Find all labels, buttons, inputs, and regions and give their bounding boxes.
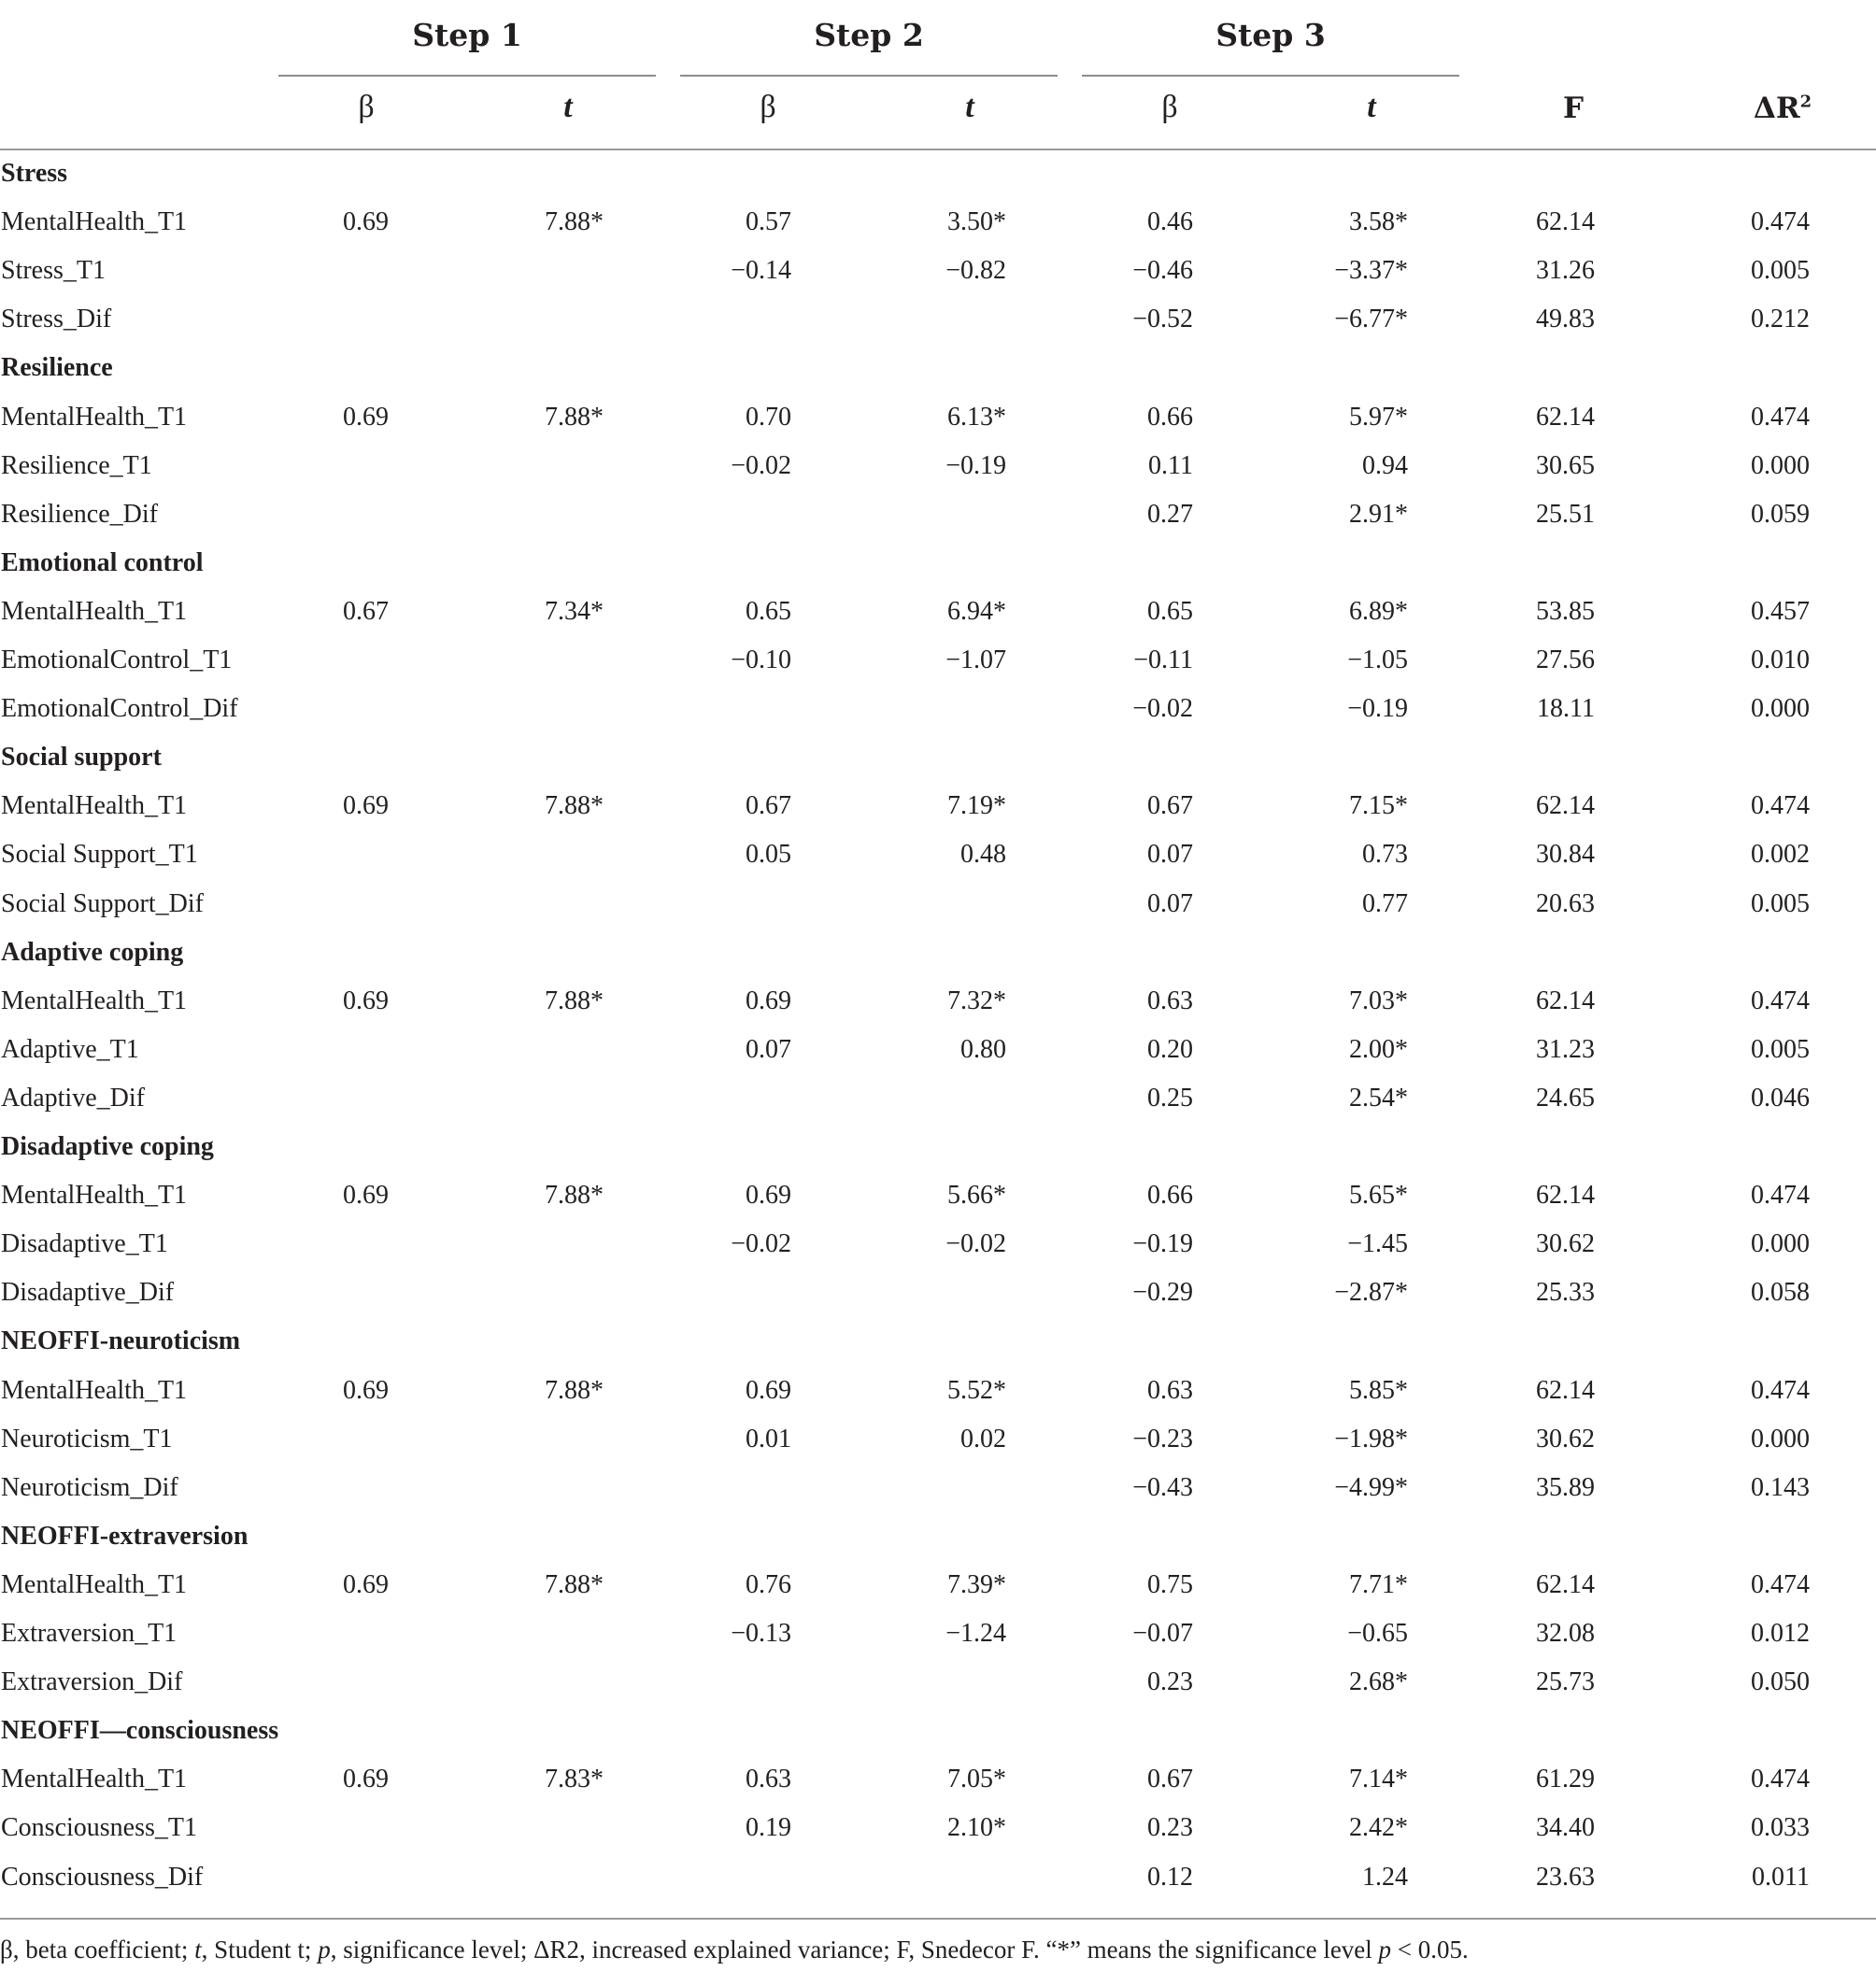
section-header-row	[0, 149, 1876, 198]
cell-t3: 3.58*	[1349, 207, 1408, 237]
cell-t3: 2.42*	[1349, 1813, 1408, 1843]
cell-dr2: 0.012	[1751, 1619, 1810, 1648]
cell-t2: −0.02	[945, 1229, 1006, 1259]
cell-b1: 0.69	[343, 791, 389, 821]
variable-label: Resilience_Dif	[1, 499, 158, 529]
table-row	[0, 393, 1876, 442]
cell-dr2: 0.058	[1751, 1278, 1810, 1308]
cell-dr2: 0.212	[1751, 305, 1810, 334]
cell-b3: 0.63	[1147, 986, 1193, 1015]
table-row	[0, 1269, 1876, 1317]
cell-f: 49.83	[1536, 305, 1595, 334]
cell-t3: −1.05	[1347, 645, 1408, 674]
cell-f: 18.11	[1537, 694, 1595, 724]
variable-label: MentalHealth_T1	[1, 596, 188, 626]
cell-dr2: 0.050	[1751, 1667, 1810, 1697]
cell-t3: 7.15*	[1349, 791, 1408, 821]
variable-label: MentalHealth_T1	[1, 1181, 188, 1211]
header-t-1: t	[563, 90, 573, 124]
cell-f: 34.40	[1536, 1813, 1595, 1843]
cell-f: 62.14	[1536, 791, 1595, 821]
cell-b1: 0.69	[343, 1569, 389, 1599]
variable-label: Adaptive_T1	[1, 1034, 139, 1064]
table-bottom-rule	[0, 1918, 1876, 1920]
cell-b2: 0.69	[746, 986, 791, 1015]
cell-dr2: 0.002	[1751, 840, 1810, 870]
cell-t1: 7.88*	[545, 402, 604, 432]
cell-f: 30.62	[1536, 1424, 1595, 1453]
cell-f: 53.85	[1536, 596, 1595, 626]
cell-t1: 7.88*	[545, 207, 604, 237]
table-row	[0, 1171, 1876, 1220]
footnote-t-symbol: t	[194, 1936, 202, 1964]
cell-b3: 0.63	[1147, 1375, 1193, 1405]
cell-dr2: 0.474	[1751, 1765, 1810, 1794]
cell-b3: 0.67	[1147, 1765, 1193, 1794]
cell-dr2: 0.000	[1751, 694, 1810, 724]
cell-t2: 0.02	[960, 1424, 1006, 1453]
cell-t2: 0.80	[960, 1034, 1006, 1064]
cell-f: 30.84	[1536, 840, 1595, 870]
cell-t2: 6.13*	[947, 402, 1006, 432]
variable-label: Consciousness_T1	[1, 1813, 197, 1843]
table-row	[0, 588, 1876, 636]
cell-t2: 2.10*	[947, 1813, 1006, 1843]
cell-b3: 0.23	[1147, 1813, 1193, 1843]
cell-t1: 7.88*	[545, 1569, 604, 1599]
header-t-3: t	[1367, 90, 1376, 124]
variable-label: EmotionalControl_Dif	[1, 694, 238, 724]
section-header-row	[0, 539, 1876, 588]
cell-dr2: 0.000	[1751, 1229, 1810, 1259]
cell-b1: 0.69	[343, 1375, 389, 1405]
table-row	[0, 247, 1876, 295]
cell-b2: −0.13	[731, 1619, 791, 1648]
table-row	[0, 442, 1876, 490]
cell-b2: 0.69	[746, 1375, 791, 1405]
cell-b3: −0.11	[1133, 645, 1193, 674]
section-header-row	[0, 1512, 1876, 1561]
cell-dr2: 0.059	[1751, 499, 1810, 529]
section-label: Resilience	[1, 353, 113, 383]
section-header-row	[0, 344, 1876, 392]
section-header-row	[0, 929, 1876, 977]
cell-dr2: 0.474	[1751, 402, 1810, 432]
variable-label: MentalHealth_T1	[1, 207, 188, 237]
cell-t3: 0.73	[1362, 840, 1408, 870]
cell-f: 61.29	[1536, 1765, 1595, 1794]
cell-t1: 7.34*	[545, 596, 604, 626]
cell-t2: −1.07	[945, 645, 1006, 674]
cell-t2: 7.32*	[947, 986, 1006, 1015]
cell-b2: −0.14	[731, 256, 791, 286]
cell-dr2: 0.474	[1751, 791, 1810, 821]
cell-b3: −0.19	[1132, 1229, 1193, 1259]
cell-b2: −0.02	[731, 450, 791, 480]
section-label: Stress	[1, 159, 68, 188]
cell-b3: 0.07	[1147, 840, 1193, 870]
cell-b2: 0.69	[746, 1181, 791, 1211]
variable-label: Extraversion_T1	[1, 1619, 178, 1648]
variable-label: Stress_T1	[1, 256, 106, 286]
table-row	[0, 1415, 1876, 1464]
cell-dr2: 0.005	[1751, 256, 1810, 286]
footnote-rest: , significance level; ΔR2, increased explained variance; F, Snedecor F. “*” means the significance level	[330, 1936, 1379, 1964]
cell-f: 31.26	[1536, 256, 1595, 286]
cell-t2: 5.52*	[947, 1375, 1006, 1405]
cell-t2: 7.19*	[947, 791, 1006, 821]
variable-label: MentalHealth_T1	[1, 986, 188, 1015]
cell-t3: 6.89*	[1349, 596, 1408, 626]
section-header-row	[0, 733, 1876, 782]
cell-b3: 0.23	[1147, 1667, 1193, 1697]
footnote-p-symbol: p	[318, 1936, 331, 1964]
cell-t1: 7.88*	[545, 791, 604, 821]
cell-b3: −0.07	[1132, 1619, 1193, 1648]
variable-label: Neuroticism_T1	[1, 1424, 173, 1453]
cell-f: 30.65	[1536, 450, 1595, 480]
table-row	[0, 1367, 1876, 1415]
cell-b3: −0.43	[1132, 1472, 1193, 1502]
variable-label: Social Support_T1	[1, 840, 198, 870]
cell-f: 32.08	[1536, 1619, 1595, 1648]
header-beta-3: β	[1161, 90, 1178, 124]
cell-b3: 0.66	[1147, 1181, 1193, 1211]
table-row	[0, 636, 1876, 685]
variable-label: Social Support_Dif	[1, 888, 204, 918]
cell-b3: 0.07	[1147, 888, 1193, 918]
cell-t2: −0.82	[945, 256, 1006, 286]
cell-t3: 1.24	[1362, 1862, 1408, 1892]
cell-b1: 0.69	[343, 1181, 389, 1211]
cell-b3: 0.66	[1147, 402, 1193, 432]
header-t-2: t	[965, 90, 974, 124]
table-row	[0, 1026, 1876, 1074]
cell-t2: 0.48	[960, 840, 1006, 870]
table-row	[0, 295, 1876, 344]
cell-b2: −0.02	[731, 1229, 791, 1259]
table-row	[0, 1074, 1876, 1123]
cell-t3: 7.71*	[1349, 1569, 1408, 1599]
cell-b1: 0.69	[343, 402, 389, 432]
section-header-row	[0, 1123, 1876, 1171]
cell-b3: 0.75	[1147, 1569, 1193, 1599]
cell-b1: 0.69	[343, 1765, 389, 1794]
cell-b2: 0.01	[746, 1424, 791, 1453]
cell-t3: 2.54*	[1349, 1083, 1408, 1113]
cell-f: 23.63	[1536, 1862, 1595, 1892]
cell-dr2: 0.033	[1751, 1813, 1810, 1843]
cell-b3: 0.25	[1147, 1083, 1193, 1113]
cell-b2: 0.19	[746, 1813, 791, 1843]
table-row	[0, 880, 1876, 929]
cell-b2: 0.05	[746, 840, 791, 870]
cell-b3: 0.46	[1147, 207, 1193, 237]
cell-f: 24.65	[1536, 1083, 1595, 1113]
cell-t3: 7.03*	[1349, 986, 1408, 1015]
cell-f: 62.14	[1536, 986, 1595, 1015]
cell-b2: 0.63	[746, 1765, 791, 1794]
cell-t1: 7.88*	[545, 1375, 604, 1405]
cell-b3: 0.65	[1147, 596, 1193, 626]
cell-dr2: 0.046	[1751, 1083, 1810, 1113]
cell-dr2: 0.474	[1751, 207, 1810, 237]
footnote-t: , Student t;	[201, 1936, 319, 1964]
table-row	[0, 1755, 1876, 1804]
cell-dr2: 0.474	[1751, 1569, 1810, 1599]
table-row	[0, 1658, 1876, 1707]
cell-b3: 0.11	[1148, 450, 1193, 480]
table-row	[0, 490, 1876, 539]
footnote-beta: β, beta coefficient;	[0, 1936, 195, 1964]
cell-t2: 7.39*	[947, 1569, 1006, 1599]
section-header-row	[0, 1317, 1876, 1366]
cell-dr2: 0.474	[1751, 1375, 1810, 1405]
variable-label: Disadaptive_Dif	[1, 1278, 175, 1308]
cell-t3: −0.65	[1347, 1619, 1408, 1648]
cell-f: 20.63	[1536, 888, 1595, 918]
table-row	[0, 1804, 1876, 1852]
cell-b3: 0.12	[1147, 1862, 1193, 1892]
table-row	[0, 1609, 1876, 1658]
cell-dr2: 0.143	[1751, 1472, 1810, 1502]
header-f: F	[1562, 92, 1584, 125]
cell-dr2: 0.000	[1751, 1424, 1810, 1453]
table-row	[0, 977, 1876, 1026]
cell-b1: 0.67	[343, 596, 389, 626]
cell-dr2: 0.000	[1751, 450, 1810, 480]
variable-label: Consciousness_Dif	[1, 1862, 204, 1892]
cell-t2: 7.05*	[947, 1765, 1006, 1794]
cell-b2: 0.67	[746, 791, 791, 821]
cell-t2: −0.19	[945, 450, 1006, 480]
cell-t2: 3.50*	[947, 207, 1006, 237]
variable-label: EmotionalControl_T1	[1, 645, 233, 674]
section-label: NEOFFI-neuroticism	[1, 1326, 241, 1356]
cell-t3: 2.00*	[1349, 1034, 1408, 1064]
cell-dr2: 0.457	[1751, 596, 1810, 626]
footnote-tail: < 0.05.	[1391, 1936, 1469, 1964]
header-beta-2: β	[760, 90, 776, 124]
cell-b3: −0.52	[1132, 305, 1193, 334]
section-label: Emotional control	[1, 547, 204, 577]
cell-t3: 0.94	[1362, 450, 1408, 480]
cell-f: 25.73	[1536, 1667, 1595, 1697]
header-step-2: Step 2	[814, 17, 924, 53]
variable-label: Stress_Dif	[1, 305, 112, 334]
variable-label: Resilience_T1	[1, 450, 152, 480]
cell-t3: 5.97*	[1349, 402, 1408, 432]
cell-b2: 0.76	[746, 1569, 791, 1599]
cell-t3: −4.99*	[1334, 1472, 1408, 1502]
cell-f: 30.62	[1536, 1229, 1595, 1259]
header-delta-r2-sup: 2	[1799, 92, 1812, 112]
cell-t1: 7.88*	[545, 986, 604, 1015]
header-beta-1: β	[358, 90, 375, 124]
variable-label: MentalHealth_T1	[1, 402, 188, 432]
cell-t3: 5.65*	[1349, 1181, 1408, 1211]
cell-t3: 7.14*	[1349, 1765, 1408, 1794]
cell-f: 25.33	[1536, 1278, 1595, 1308]
cell-b3: 0.20	[1147, 1034, 1193, 1064]
cell-t3: −1.98*	[1334, 1424, 1408, 1453]
cell-t2: −1.24	[945, 1619, 1006, 1648]
header-step-3: Step 3	[1215, 17, 1326, 53]
table-row	[0, 1220, 1876, 1269]
cell-f: 35.89	[1536, 1472, 1595, 1502]
table-row	[0, 1561, 1876, 1609]
header-delta-r2-text: ΔR	[1753, 92, 1800, 125]
cell-t3: 2.68*	[1349, 1667, 1408, 1697]
cell-dr2: 0.005	[1751, 888, 1810, 918]
cell-f: 27.56	[1536, 645, 1595, 674]
cell-t3: 0.77	[1362, 888, 1408, 918]
section-label: Adaptive coping	[1, 937, 184, 967]
table-row	[0, 1464, 1876, 1512]
variable-label: Neuroticism_Dif	[1, 1472, 178, 1502]
cell-dr2: 0.010	[1751, 645, 1810, 674]
cell-b2: 0.70	[746, 402, 791, 432]
cell-b3: −0.23	[1132, 1424, 1193, 1453]
cell-dr2: 0.005	[1751, 1034, 1810, 1064]
cell-t3: 5.85*	[1349, 1375, 1408, 1405]
header-step-1: Step 1	[412, 17, 522, 53]
variable-label: MentalHealth_T1	[1, 1569, 188, 1599]
cell-t3: −0.19	[1347, 694, 1408, 724]
cell-dr2: 0.011	[1752, 1862, 1810, 1892]
cell-b1: 0.69	[343, 207, 389, 237]
cell-b2: 0.65	[746, 596, 791, 626]
variable-label: MentalHealth_T1	[1, 1765, 188, 1794]
cell-b2: 0.57	[746, 207, 791, 237]
cell-b3: −0.02	[1132, 694, 1193, 724]
cell-b3: 0.67	[1147, 791, 1193, 821]
cell-t3: −1.45	[1347, 1229, 1408, 1259]
variable-label: Disadaptive_T1	[1, 1229, 168, 1259]
cell-dr2: 0.474	[1751, 1181, 1810, 1211]
cell-t1: 7.83*	[545, 1765, 604, 1794]
section-label: NEOFFI-extraversion	[1, 1521, 249, 1551]
table-row	[0, 782, 1876, 830]
cell-f: 62.14	[1536, 207, 1595, 237]
cell-f: 25.51	[1536, 499, 1595, 529]
section-label: NEOFFI—consciousness	[1, 1716, 279, 1746]
table-row	[0, 1853, 1876, 1902]
cell-f: 62.14	[1536, 1181, 1595, 1211]
table-row	[0, 685, 1876, 733]
table-footnote	[0, 1936, 1469, 1964]
variable-label: MentalHealth_T1	[1, 1375, 188, 1405]
cell-b3: −0.46	[1132, 256, 1193, 286]
cell-b2: −0.10	[731, 645, 791, 674]
table-row	[0, 830, 1876, 879]
cell-t2: 6.94*	[947, 596, 1006, 626]
cell-dr2: 0.474	[1751, 986, 1810, 1015]
section-label: Social support	[1, 743, 162, 773]
cell-b3: 0.27	[1147, 499, 1193, 529]
cell-t3: −6.77*	[1334, 305, 1408, 334]
cell-b2: 0.07	[746, 1034, 791, 1064]
cell-t1: 7.88*	[545, 1181, 604, 1211]
cell-t3: −3.37*	[1334, 256, 1408, 286]
variable-label: Adaptive_Dif	[1, 1083, 145, 1113]
cell-b3: −0.29	[1132, 1278, 1193, 1308]
section-label: Disadaptive coping	[1, 1132, 214, 1161]
cell-t3: −2.87*	[1334, 1278, 1408, 1308]
cell-b1: 0.69	[343, 986, 389, 1015]
section-header-row	[0, 1707, 1876, 1755]
cell-f: 62.14	[1536, 1569, 1595, 1599]
cell-t2: 5.66*	[947, 1181, 1006, 1211]
table-row	[0, 198, 1876, 247]
cell-f: 62.14	[1536, 1375, 1595, 1405]
footnote-p-symbol-2: p	[1378, 1936, 1392, 1964]
variable-label: MentalHealth_T1	[1, 791, 188, 821]
cell-f: 62.14	[1536, 402, 1595, 432]
cell-f: 31.23	[1536, 1034, 1595, 1064]
cell-t3: 2.91*	[1349, 499, 1408, 529]
variable-label: Extraversion_Dif	[1, 1667, 183, 1697]
